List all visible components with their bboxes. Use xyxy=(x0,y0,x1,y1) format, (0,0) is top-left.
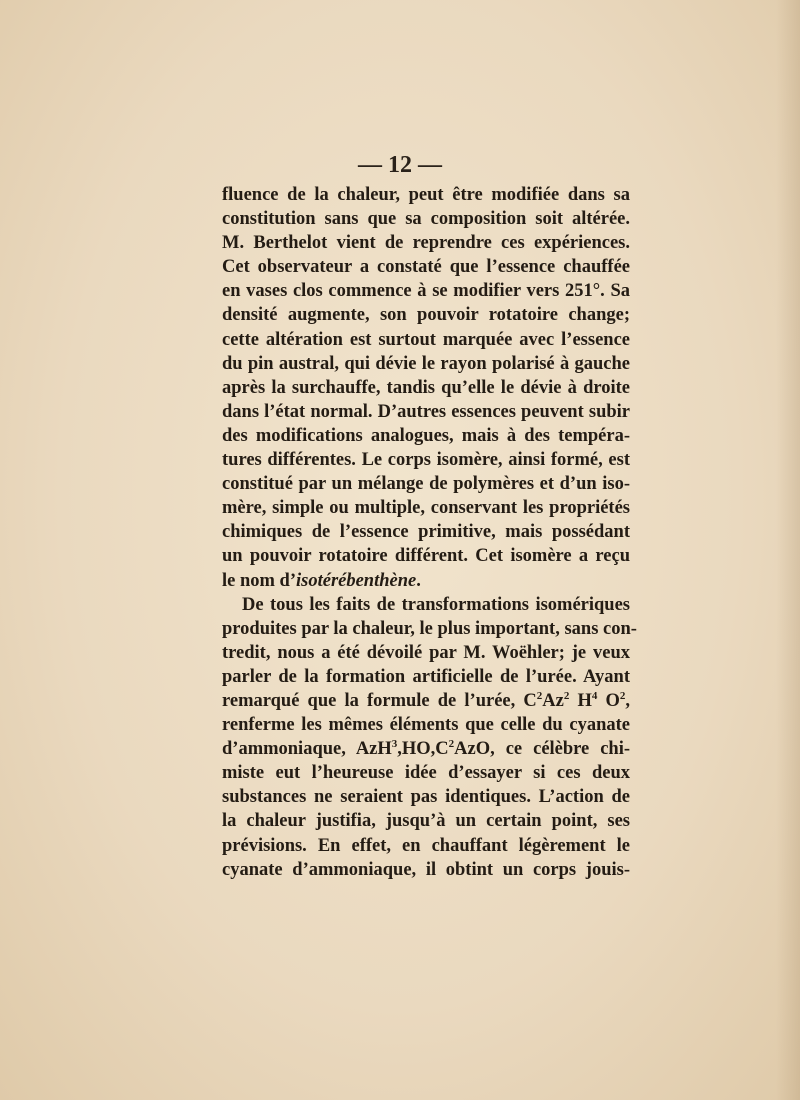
text-line: tredit, nous a été dévoilé par M. Woëhler; je veux xyxy=(222,642,630,663)
page-number: — 12 — xyxy=(358,152,442,178)
text-line: fluence de la chaleur, peut être modifiée dans sa xyxy=(222,185,630,205)
formula-part: Az xyxy=(542,690,564,711)
text-line: dans l’état normal. D’autres essences peuvent subir xyxy=(222,401,630,422)
cyanate-formula xyxy=(356,739,490,759)
text-line: De tous les faits de transformations isomériques xyxy=(242,594,630,615)
text-line: produites par la chaleur, le plus important, sans con- xyxy=(222,618,637,639)
text-fragment: d’ammoniaque, xyxy=(222,739,356,760)
text-line: densité augmente, son pouvoir rotatoire change; xyxy=(222,305,630,326)
text-line: renferme les mêmes éléments que celle du cyanate xyxy=(222,715,630,736)
text-line xyxy=(222,689,630,713)
formula-part: ,HO,C xyxy=(397,739,449,760)
text-fragment: , ce célèbre chi- xyxy=(490,739,631,760)
text-line: constitution sans que sa composition soit altérée. xyxy=(222,209,630,230)
formula-part: O xyxy=(597,690,620,711)
text-line: la chaleur justifia, jusqu’à un certain point, ses xyxy=(222,811,630,832)
formula-part: C xyxy=(523,690,537,711)
text-fragment: . xyxy=(416,570,421,591)
text-line: prévisions. En effet, en chauffant légèrement le xyxy=(222,835,630,856)
text-line: du pin austral, qui dévie le rayon polarisé à gauche xyxy=(222,353,630,374)
formula-part: , xyxy=(625,690,631,711)
formula-index: 2 xyxy=(619,689,626,702)
text-line: constitué par un mélange de polymères et d’un iso- xyxy=(222,474,630,495)
formula-part: AzH xyxy=(355,739,392,760)
formula-index: 4 xyxy=(591,689,598,702)
text-fragment: remarqué que la formule de l’urée, xyxy=(222,690,524,711)
formula-part: AzO xyxy=(454,739,491,760)
text-line: Cet observateur a constaté que l’essence chauffée xyxy=(222,257,630,278)
text-line: mère, simple ou multiple, conservant les propriétés xyxy=(222,498,630,519)
text-line: en vases clos commence à se modifier vers 251°. Sa xyxy=(222,281,630,302)
urea-formula xyxy=(523,691,630,711)
formula-index: 2 xyxy=(536,689,543,702)
text-line: des modifications analogues, mais à des tempéra- xyxy=(222,425,630,446)
formula-index: 2 xyxy=(563,689,570,702)
text-line: miste eut l’heureuse idée d’essayer si ces deux xyxy=(222,763,630,784)
text-line: parler de la formation artificielle de l’urée. Ayant xyxy=(222,666,630,687)
text-line xyxy=(222,569,630,593)
formula-index: 3 xyxy=(391,738,398,751)
text-line: cette altération est surtout marquée avec l’essence xyxy=(222,329,630,350)
text-line: substances ne seraient pas identiques. L’action de xyxy=(222,787,630,808)
formula-index: 2 xyxy=(448,738,455,751)
text-fragment: le nom d’ xyxy=(222,570,296,591)
text-line: chimiques de l’essence primitive, mais possédant xyxy=(222,522,630,543)
body-text xyxy=(222,183,637,882)
text-line: cyanate d’ammoniaque, il obtint un corps jouis- xyxy=(222,859,630,880)
text-line: M. Berthelot vient de reprendre ces expériences. xyxy=(222,233,630,254)
text-line: après la surchauffe, tandis qu’elle le dévie à droite xyxy=(222,377,630,398)
formula-part: H xyxy=(569,690,592,711)
italic-term: isotérébenthène xyxy=(296,570,417,591)
text-line: un pouvoir rotatoire différent. Cet isomère a reçu xyxy=(222,546,630,567)
text-line: tures différentes. Le corps isomère, ainsi formé, est xyxy=(222,450,630,471)
text-line xyxy=(222,737,630,761)
